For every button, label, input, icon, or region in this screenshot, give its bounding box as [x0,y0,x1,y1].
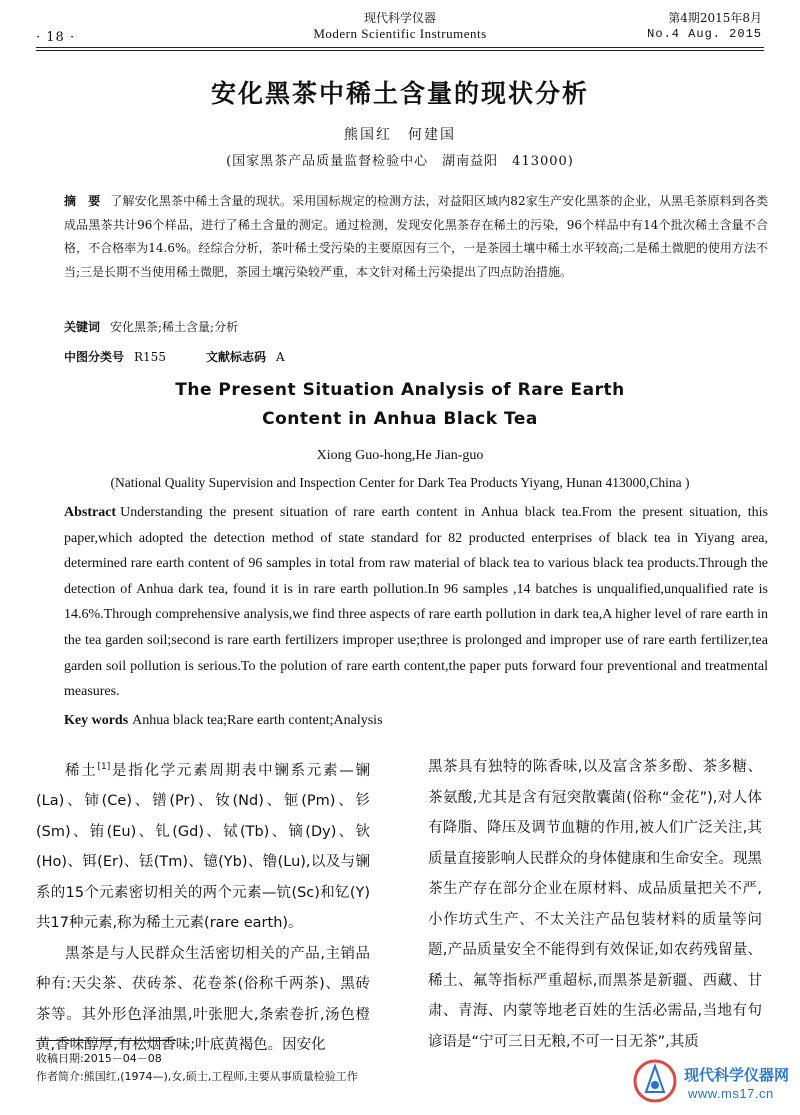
keywords-en [64,713,383,729]
header-rule [36,47,764,48]
body-paragraph [36,752,370,939]
page-number: · 18 · [36,30,76,45]
paper-title-cn: 安化黑茶中稀土含量的现状分析 [210,79,589,108]
issue-en: No.4 Aug. 2015 [647,27,762,41]
doc-code-value: A [275,350,285,364]
classification [64,348,285,365]
body-paragraph: 黑茶是与人民群众生活密切相关的产品,主销品种有:天尖茶、茯砖茶、花卷茶(俗称千两茶)、黑砖茶等。其外形色泽油黑,叶张肥大,条索卷折,汤色橙黄,香味醇厚,有松烟香味;叶底黄褐色。因安化 [36,945,370,1054]
footnote-rule [36,1040,176,1041]
body-text: 是指化学元素周期表中镧系元素—镧(La)、铈(Ce)、镨(Pr)、钕(Nd)、钷(Pm)、钐(Sm)、铕(Eu)、钆(Gd)、铽(Tb)、镝(Dy)、钬(Ho)、铒(Er)、铥(Tm)、镱(Yb)、镥(Lu),以及与镧系的15个元素密切相关的两个元素—钪(Sc)和钇(Y)共17种元素,称为稀土元素(rare earth)。 [36,762,371,932]
abstract-cn-text: 了解安化黑茶中稀土含量的现状。采用国标规定的检测方法，对益阳区域内82家生产安化黑茶的企业，从黑毛茶原料到各类成品黑茶共计96个样品，进行了稀土含量的测定。通过检测，发现安化黑茶存在稀土的污染，96个样品中有14个批次稀土含量不合格，不合格率为14.6%。经综合分析，茶叶稀土受污染的主要原因有三个，一是茶园土壤中稀土水平较高;二是稀土微肥的使用方法不当;三是长期不当使用稀土微肥，茶园土壤污染较严重，本文针对稀土污染提出了四点防治措施。 [64,194,768,279]
abstract-cn-label: 摘 要 [64,194,101,208]
authors-en: Xiong Guo-hong,He Jian-guo [316,448,484,463]
body-column-right [428,752,762,1057]
abstract-cn [64,190,768,284]
footnote-received: 收稿日期:2015－04－08 [36,1052,162,1065]
header-rule-thin [36,50,764,51]
affiliation-en: (National Quality Supervision and Inspection Center for Dark Tea Products Yiyang, Hunan 413000,China ) [110,475,690,490]
abstract-en [64,500,768,705]
issue-info [647,10,762,42]
body-column-left [36,752,370,1061]
journal-name-en: Modern Scientific Instruments [313,26,487,41]
abstract-en-text: Understanding the present situation of rare earth content in Anhua black tea.From the present situation, this paper,which adopted the detection method of state standard for 82 producted enterprises of black tea in Yiyang area, determined rare earth content of 96 samples in total from raw material of black tea to various black tea products.Through the detection of Anhua dark tea, found it is in rare earth pollution.In 96 samples ,14 batches is unqualified,unqualified rate is 14.6%.Through comprehensive analysis,we find three aspects of rare earth pollution in dark tea,A higher level of rare earth in the tea garden soil;second is rare earth fertilizers improper use;three is prolonged and improper use of rare earth fertilizer,tea garden soil pollution is serious.To the polution of rare earth content,the paper puts forward four preventional and treatmental measures. [64,505,768,700]
watermark-site-name: 现代科学仪器网 [684,1066,790,1084]
paper-title-en-line1: The Present Situation Analysis of Rare Earth [175,380,625,400]
keywords-en-label: Key words [64,713,129,728]
site-logo-icon [632,1058,678,1104]
abstract-en-label: Abstract [64,505,117,520]
authors-cn: 熊国红 何建国 [344,127,456,143]
classification-label: 中图分类号 [64,350,125,364]
journal-name-cn: 现代科学仪器 [363,11,436,25]
doc-code-label: 文献标志码 [205,350,266,364]
keywords-cn-text: 安化黑茶;稀土含量;分析 [110,320,239,334]
classification-value: R155 [134,350,166,364]
body-text: 稀土 [65,762,98,779]
keywords-en-text: Anhua black tea;Rare earth content;Analysis [132,713,383,728]
paper-title-en [0,376,800,434]
keywords-cn-label: 关键词 [64,320,101,334]
body-paragraph: 黑茶具有独特的陈香味,以及富含茶多酚、茶多糖、茶氨酸,尤其是含有冠突散囊菌(俗称“金花”),对人体有降脂、降压及调节血糖的作用,被人们广泛关注,其质量直接影响人民群众的身体健康和生命安全。现黑茶生产存在部分企业在原材料、成品质量把关不严,小作坊式生产、不太关注产品包装材料的质量等问题,产品质量安全不能得到有效保证,如农药残留量、稀土、氟等指标严重超标,而黑茶是新疆、西藏、甘肃、青海、内蒙等地老百姓的生活必需品,当地有句谚语是“宁可三日无粮,不可一日无茶”,其质 [428,759,762,1050]
footnote-author-bio: 作者简介:熊国红,(1974—),女,硕士,工程师,主要从事质量检验工作 [36,1070,358,1083]
citation-ref[interactable]: [1] [97,762,111,772]
paper-title-en-line2: Content in Anhua Black Tea [262,409,538,429]
keywords-cn [64,318,238,335]
issue-cn: 第4期2015年8月 [668,11,762,25]
affiliation-cn: (国家黑茶产品质量监督检验中心 湖南益阳 413000) [226,154,574,169]
watermark-url[interactable]: www.ms17.cn [688,1086,774,1101]
